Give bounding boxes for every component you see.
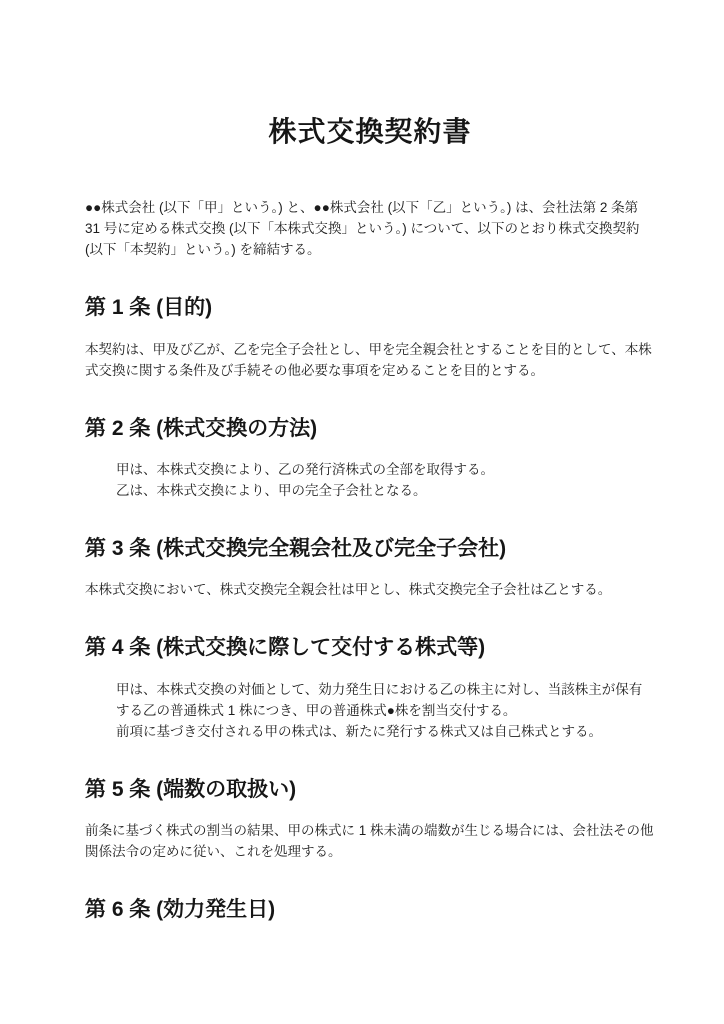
article-3 <box>85 535 655 600</box>
article-4-paragraph-1: 甲は、本株式交換の対価として、効力発生日における乙の株主に対し、当該株主が保有する乙の普通株式 1 株につき、甲の普通株式●株を割当交付する。 <box>116 681 643 718</box>
article-2-paragraph-2: 乙は、本株式交換により、甲の完全子会社となる。 <box>116 482 427 498</box>
article-1-heading: 第 1 条 (目的) <box>85 296 213 320</box>
article-3-heading: 第 3 条 (株式交換完全親会社及び完全子会社) <box>85 536 507 560</box>
article-5-body <box>85 820 655 862</box>
article-1-body <box>85 339 655 381</box>
article-6 <box>85 896 655 924</box>
article-5-heading: 第 5 条 (端数の取扱い) <box>85 777 297 801</box>
article-3-paragraph-1: 本株式交換において、株式交換完全親会社は甲とし、株式交換完全子会社は乙とする。 <box>85 582 612 598</box>
article-3-body <box>85 579 655 600</box>
article-2-heading: 第 2 条 (株式交換の方法) <box>85 416 318 440</box>
article-2-body <box>85 459 655 501</box>
article-5-paragraph-1: 前条に基づく株式の割当の結果、甲の株式に 1 株未満の端数が生じる場合には、会社法その他関係法令の定めに従い、これを処理する。 <box>85 822 654 859</box>
article-6-heading: 第 6 条 (効力発生日) <box>85 897 276 921</box>
document-title: 株式交換契約書 <box>268 116 472 147</box>
article-4-body <box>85 679 655 742</box>
article-4-paragraph-2: 前項に基づき交付される甲の株式は、新たに発行する株式又は自己株式とする。 <box>116 723 602 739</box>
article-2-paragraph-1: 甲は、本株式交換により、乙の発行済株式の全部を取得する。 <box>116 461 494 477</box>
article-1 <box>85 294 655 380</box>
article-2 <box>85 415 655 501</box>
article-4-heading: 第 4 条 (株式交換に際して交付する株式等) <box>85 636 486 660</box>
article-5 <box>85 776 655 862</box>
preamble-text: ●●株式会社 (以下「甲」という。) と、●●株式会社 (以下「乙」という。) は、会社法第 2 条第 31 号に定める株式交換 (以下「本株式交換」という。) について、以下のとおり株式交換契約 (以下「本契約」という。) を締結する。 <box>85 200 640 258</box>
article-1-paragraph-1: 本契約は、甲及び乙が、乙を完全子会社とし、甲を完全親会社とすることを目的として、本株式交換に関する条件及び手続その他必要な事項を定めることを目的とする。 <box>85 341 652 378</box>
article-4 <box>85 634 655 741</box>
